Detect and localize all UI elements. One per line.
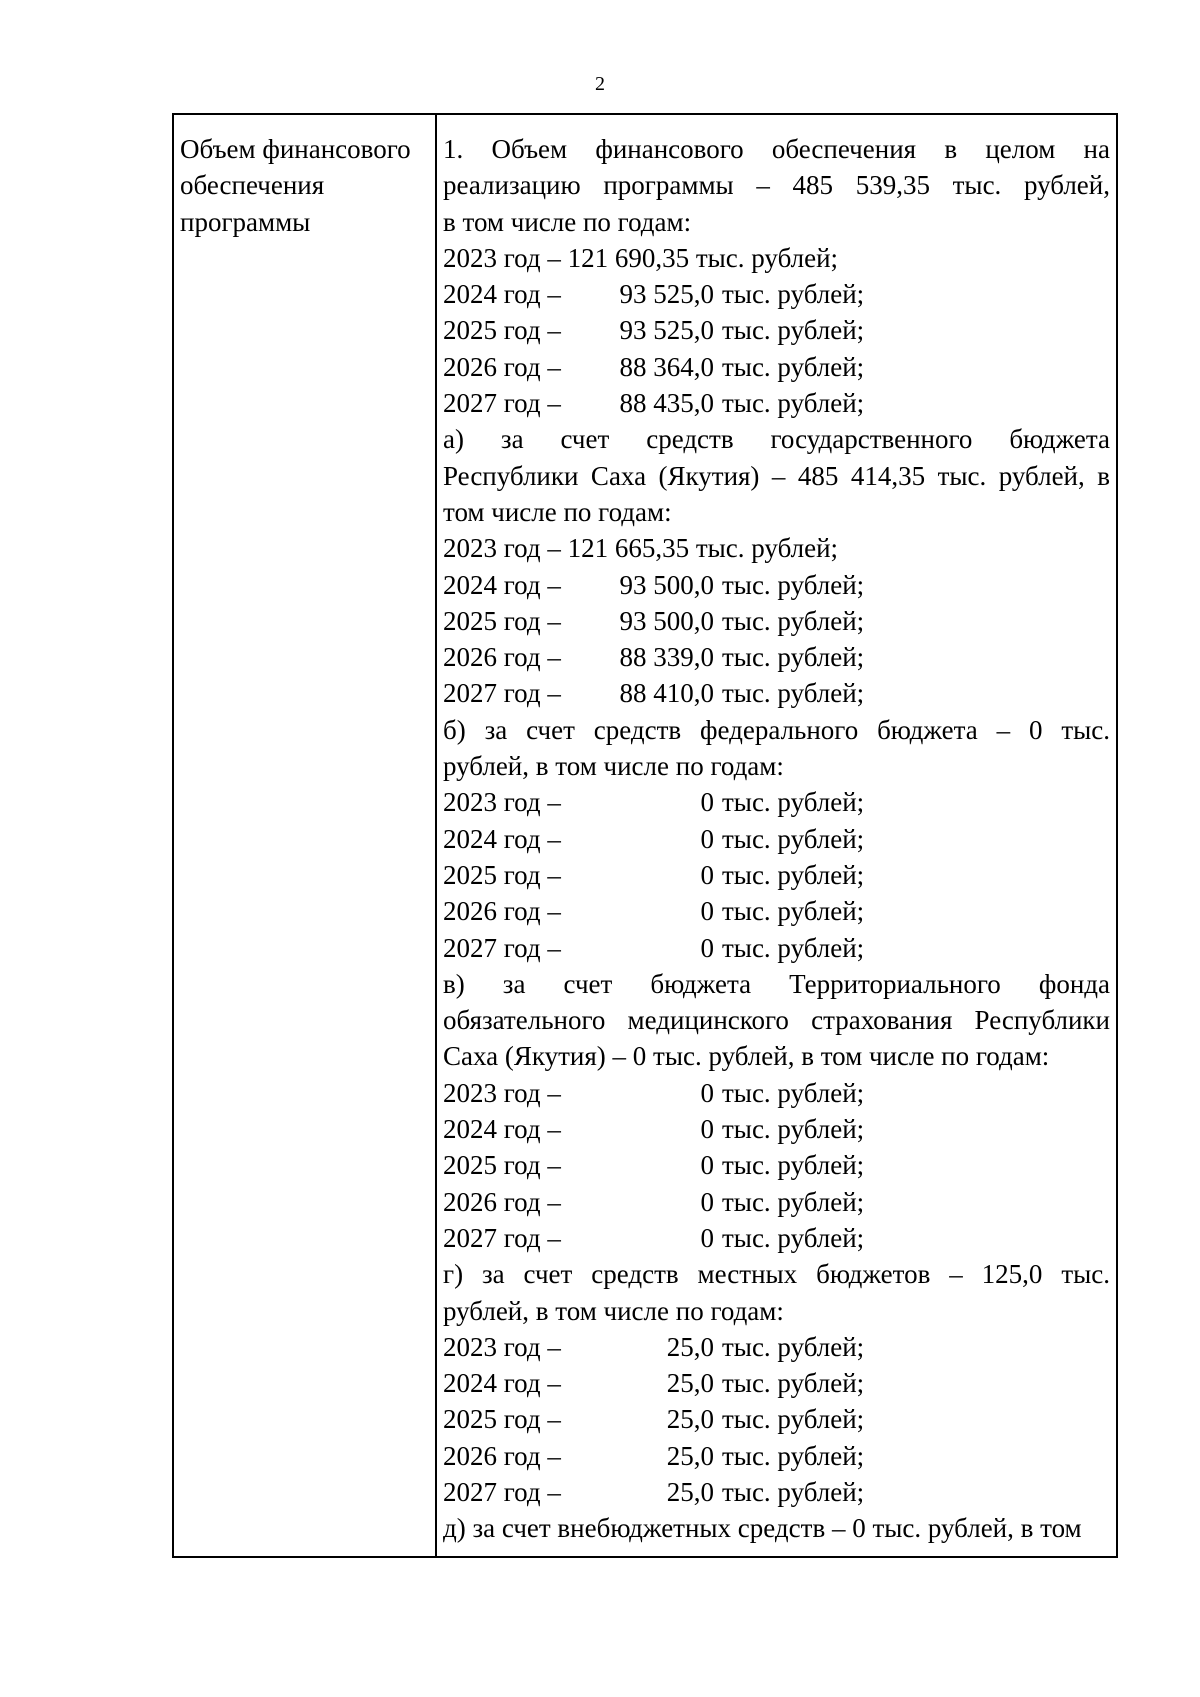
year-label: 2023 год –: [443, 1331, 561, 1362]
year-row: [443, 821, 1110, 857]
year-row: [443, 784, 1110, 820]
year-value: 93 525,0: [619, 315, 714, 346]
year-label: 2025 год –: [443, 859, 561, 890]
year-unit: тыс. рублей;: [722, 678, 865, 709]
intro-line: в том числе по годам:: [443, 206, 692, 237]
year-label: 2024 год –: [443, 279, 561, 310]
year-row: [443, 276, 1110, 312]
year-label: 2025 год –: [443, 605, 561, 636]
year-row: [443, 349, 1110, 385]
year-row: [443, 639, 1110, 675]
year-unit: тыс. рублей;: [722, 569, 865, 600]
year-unit: тыс. рублей;: [722, 642, 865, 673]
year-row: [443, 1474, 1110, 1510]
year-value: 25,0: [666, 1404, 714, 1435]
year-value: 0: [700, 1114, 714, 1145]
year-value: 93 525,0: [619, 279, 714, 310]
year-label: 2027 год –: [443, 678, 561, 709]
year-label: 2024 год –: [443, 823, 561, 854]
year-unit: тыс. рублей;: [722, 787, 865, 818]
year-value: 0: [700, 859, 714, 890]
section-a-line: а) за счет средств государственного бюджета: [443, 424, 1110, 455]
intro-line: реализацию программы – 485 539,35 тыс. рублей,: [443, 170, 1110, 201]
year-label: 2023 год –: [443, 1077, 561, 1108]
year-row: [443, 1075, 1110, 1111]
year-value: 0: [700, 787, 714, 818]
year-label: 2027 год –: [443, 1476, 561, 1507]
year-label: 2024 год –: [443, 1114, 561, 1145]
year-row: [443, 603, 1110, 639]
year-unit: тыс. рублей;: [722, 1404, 865, 1435]
intro-line: 1. Объем финансового обеспечения в целом на: [443, 134, 1110, 164]
year-value: 0: [700, 1186, 714, 1217]
year-unit: тыс. рублей;: [722, 896, 865, 927]
year-value: 25,0: [666, 1440, 714, 1471]
section-c-line: Саха (Якутия) – 0 тыс. рублей, в том числе по годам:: [443, 1041, 1050, 1072]
year-label: 2025 год –: [443, 1404, 561, 1435]
year-row: [443, 312, 1110, 348]
year-row: [443, 675, 1110, 711]
year-label: 2023 год –: [443, 787, 561, 818]
row-label-line: программы: [180, 206, 311, 237]
year-label: 2024 год –: [443, 569, 561, 600]
year-unit: тыс. рублей;: [722, 1368, 865, 1399]
year-unit: тыс. рублей;: [722, 823, 865, 854]
section-c-line: в) за счет бюджета Территориального фонда: [443, 968, 1110, 999]
section-d-line: рублей, в том числе по годам:: [443, 1295, 784, 1326]
year-unit: тыс. рублей;: [722, 1077, 865, 1108]
section-d-line: г) за счет средств местных бюджетов – 125,0 тыс.: [443, 1259, 1110, 1290]
year-value: 88 364,0: [619, 351, 714, 382]
year-unit: тыс. рублей;: [722, 1331, 865, 1362]
year-row: [443, 385, 1110, 421]
year-value: 25,0: [666, 1368, 714, 1399]
year-label: 2026 год –: [443, 642, 561, 673]
year-row: [443, 1184, 1110, 1220]
year-unit: тыс. рублей;: [722, 279, 865, 310]
section-b-line: рублей, в том числе по годам:: [443, 751, 784, 782]
year-unit: тыс. рублей;: [722, 1440, 865, 1471]
year-label: 2025 год –: [443, 1150, 561, 1181]
year-row: [443, 1220, 1110, 1256]
year-unit: тыс. рублей;: [722, 1476, 865, 1507]
year-value: 88 435,0: [619, 388, 714, 419]
row-content-cell: [437, 115, 1116, 1556]
year-unit: тыс. рублей;: [722, 315, 865, 346]
year-label: 2025 год –: [443, 315, 561, 346]
year-row: [443, 1147, 1110, 1183]
year-value: 0: [700, 932, 714, 963]
year-unit: тыс. рублей;: [722, 1114, 865, 1145]
section-a-line: том числе по годам:: [443, 496, 672, 527]
row-label-line: Объем финансового: [180, 134, 411, 164]
year-row: [443, 1401, 1110, 1437]
year-row: [443, 567, 1110, 603]
year-value: 88 410,0: [619, 678, 714, 709]
section-b-line: б) за счет средств федерального бюджета – 0 тыс.: [443, 714, 1110, 745]
row-label-line: обеспечения: [180, 170, 325, 201]
year-value: 0: [700, 896, 714, 927]
year-value: 0: [700, 823, 714, 854]
year-label: 2027 год –: [443, 932, 561, 963]
year-label: 2026 год –: [443, 1440, 561, 1471]
year-row: 2023 год – 121 665,35 тыс. рублей;: [443, 533, 839, 564]
year-unit: тыс. рублей;: [722, 1222, 865, 1253]
year-unit: тыс. рублей;: [722, 932, 865, 963]
year-unit: тыс. рублей;: [722, 351, 865, 382]
year-row: [443, 1365, 1110, 1401]
section-c-line: обязательного медицинского страхования Республики: [443, 1005, 1110, 1036]
year-value: 25,0: [666, 1476, 714, 1507]
page-number: 2: [595, 73, 605, 95]
year-label: 2027 год –: [443, 388, 561, 419]
year-value: 93 500,0: [619, 569, 714, 600]
year-label: 2027 год –: [443, 1222, 561, 1253]
year-value: 88 339,0: [619, 642, 714, 673]
year-unit: тыс. рублей;: [722, 1186, 865, 1217]
year-row: [443, 930, 1110, 966]
section-a-line: Республики Саха (Якутия) – 485 414,35 тыс. рублей, в: [443, 460, 1110, 491]
year-unit: тыс. рублей;: [722, 605, 865, 636]
year-label: 2026 год –: [443, 351, 561, 382]
year-value: 0: [700, 1077, 714, 1108]
year-value: 93 500,0: [619, 605, 714, 636]
year-unit: тыс. рублей;: [722, 388, 865, 419]
row-label-cell: [174, 115, 437, 1556]
section-e-line: д) за счет внебюджетных средств – 0 тыс. рублей, в том: [443, 1513, 1082, 1544]
year-value: 0: [700, 1222, 714, 1253]
year-row: [443, 1111, 1110, 1147]
year-unit: тыс. рублей;: [722, 859, 865, 890]
year-row: [443, 1329, 1110, 1365]
year-row: [443, 893, 1110, 929]
year-label: 2026 год –: [443, 896, 561, 927]
year-row: [443, 857, 1110, 893]
year-value: 0: [700, 1150, 714, 1181]
year-label: 2024 год –: [443, 1368, 561, 1399]
year-label: 2026 год –: [443, 1186, 561, 1217]
year-row: [443, 1438, 1110, 1474]
funding-table: [172, 113, 1118, 1558]
year-value: 25,0: [666, 1331, 714, 1362]
year-row: 2023 год – 121 690,35 тыс. рублей;: [443, 242, 839, 273]
year-unit: тыс. рублей;: [722, 1150, 865, 1181]
